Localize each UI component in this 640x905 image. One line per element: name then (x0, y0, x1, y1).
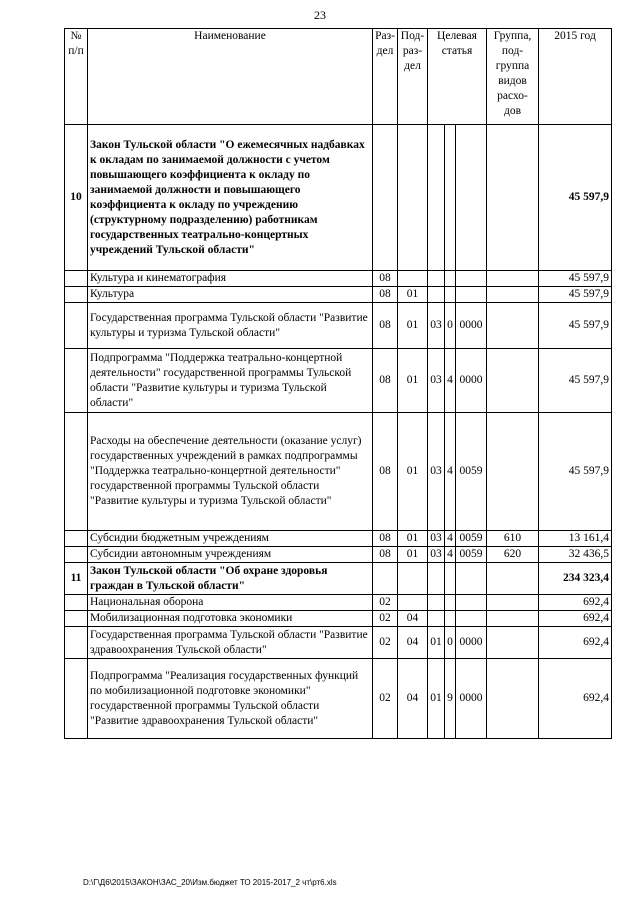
row-expense-group (487, 125, 539, 271)
row-expense-group: 610 (487, 531, 539, 547)
row-target-subprogram: 4 (445, 547, 456, 563)
row-expense-group (487, 627, 539, 659)
row-podrazdel: 04 (398, 611, 428, 627)
row-target-subprogram (445, 125, 456, 271)
table-row (65, 563, 612, 595)
row-target-subprogram: 4 (445, 531, 456, 547)
row-razdel (373, 563, 398, 595)
row-expense-group (487, 413, 539, 531)
row-target-direction: 0000 (456, 303, 487, 349)
row-index (65, 287, 88, 303)
row-target-program (428, 595, 445, 611)
table-row (65, 125, 612, 271)
row-target-direction (456, 125, 487, 271)
row-name: Культура (88, 287, 373, 303)
row-expense-group (487, 659, 539, 739)
row-expense-group: 620 (487, 547, 539, 563)
row-name: Государственная программа Тульской области "Развитие культуры и туризма Тульской области" (88, 303, 373, 349)
row-index (65, 659, 88, 739)
row-expense-group (487, 303, 539, 349)
table-row (65, 611, 612, 627)
table-row (65, 531, 612, 547)
header-name: Наименование (88, 29, 373, 125)
row-amount-2015: 692,4 (539, 611, 612, 627)
table-row (65, 547, 612, 563)
row-razdel: 08 (373, 271, 398, 287)
row-amount-2015: 45 597,9 (539, 349, 612, 413)
budget-table (64, 28, 612, 739)
row-target-subprogram (445, 595, 456, 611)
row-target-subprogram (445, 611, 456, 627)
row-index (65, 547, 88, 563)
file-path-footer: D:\Г\Д6\2015\ЗАКОН\ЗАС_20\Изм.бюджет ТО 2015-2017_2 чт\рт6.xls (83, 878, 337, 887)
row-amount-2015: 45 597,9 (539, 125, 612, 271)
row-index (65, 413, 88, 531)
row-target-subprogram (445, 563, 456, 595)
row-razdel: 08 (373, 547, 398, 563)
table-row (65, 349, 612, 413)
row-target-program (428, 125, 445, 271)
row-podrazdel (398, 125, 428, 271)
row-podrazdel: 01 (398, 413, 428, 531)
row-index: 11 (65, 563, 88, 595)
row-podrazdel: 04 (398, 659, 428, 739)
row-amount-2015: 45 597,9 (539, 271, 612, 287)
row-name: Расходы на обеспечение деятельности (оказание услуг) государственных учреждений в рамках подпрограммы "Поддержка театрально-концертной деятельности" государственной программы Тульской области "Развитие культуры и туризма Тульской области" (88, 413, 373, 531)
row-name: Культура и кинематография (88, 271, 373, 287)
row-target-direction (456, 287, 487, 303)
row-target-direction: 0059 (456, 531, 487, 547)
row-target-direction: 0059 (456, 413, 487, 531)
row-index (65, 627, 88, 659)
row-amount-2015: 13 161,4 (539, 531, 612, 547)
row-target-direction (456, 563, 487, 595)
row-podrazdel (398, 595, 428, 611)
row-target-subprogram (445, 271, 456, 287)
header-group: Группа, под- группа видов расхо- дов (487, 29, 539, 125)
row-podrazdel: 01 (398, 287, 428, 303)
row-expense-group (487, 595, 539, 611)
row-amount-2015: 45 597,9 (539, 287, 612, 303)
row-expense-group (487, 563, 539, 595)
row-target-program (428, 287, 445, 303)
row-razdel: 08 (373, 349, 398, 413)
row-amount-2015: 32 436,5 (539, 547, 612, 563)
row-razdel: 02 (373, 611, 398, 627)
row-index (65, 531, 88, 547)
row-target-program: 03 (428, 303, 445, 349)
row-razdel: 08 (373, 287, 398, 303)
row-podrazdel (398, 563, 428, 595)
row-target-program: 01 (428, 627, 445, 659)
row-amount-2015: 692,4 (539, 627, 612, 659)
row-name: Закон Тульской области "Об охране здоровья граждан в Тульской области" (88, 563, 373, 595)
row-index (65, 595, 88, 611)
row-expense-group (487, 271, 539, 287)
row-index: 10 (65, 125, 88, 271)
row-name: Закон Тульской области "О ежемесячных надбавках к окладам по занимаемой должности с учетом повышающего коэффициента к окладу по занимаемой должности и повышающего коэффициента к окладу по учреждению (структурному подразделению) работникам государственных театрально-концертных учреждений Тульской области" (88, 125, 373, 271)
row-target-program: 01 (428, 659, 445, 739)
row-razdel: 02 (373, 627, 398, 659)
header-razdel: Раз- дел (373, 29, 398, 125)
row-razdel: 08 (373, 531, 398, 547)
row-razdel (373, 125, 398, 271)
row-index (65, 303, 88, 349)
row-name: Подпрограмма "Поддержка театрально-концертной деятельности" государственной программы Тульской области "Развитие культуры и туризма Тульской области" (88, 349, 373, 413)
table-row (65, 287, 612, 303)
row-target-direction (456, 611, 487, 627)
row-target-program: 03 (428, 349, 445, 413)
row-target-program (428, 611, 445, 627)
row-expense-group (487, 287, 539, 303)
row-amount-2015: 692,4 (539, 659, 612, 739)
row-target-program: 03 (428, 547, 445, 563)
row-index (65, 611, 88, 627)
row-target-subprogram (445, 287, 456, 303)
row-expense-group (487, 349, 539, 413)
header-num: № п/п (65, 29, 88, 125)
table-body (65, 125, 612, 739)
row-target-subprogram: 0 (445, 303, 456, 349)
table-row (65, 303, 612, 349)
page-number: 23 (314, 8, 326, 22)
row-target-subprogram: 0 (445, 627, 456, 659)
row-razdel: 02 (373, 595, 398, 611)
row-name: Национальная оборона (88, 595, 373, 611)
row-target-direction: 0000 (456, 659, 487, 739)
row-amount-2015: 45 597,9 (539, 303, 612, 349)
row-target-program (428, 271, 445, 287)
row-target-direction (456, 595, 487, 611)
row-name: Субсидии автономным учреждениям (88, 547, 373, 563)
row-name: Государственная программа Тульской области "Развитие здравоохранения Тульской области" (88, 627, 373, 659)
row-amount-2015: 692,4 (539, 595, 612, 611)
row-target-direction: 0000 (456, 349, 487, 413)
row-razdel: 02 (373, 659, 398, 739)
row-amount-2015: 45 597,9 (539, 413, 612, 531)
row-expense-group (487, 611, 539, 627)
row-target-program: 03 (428, 531, 445, 547)
row-amount-2015: 234 323,4 (539, 563, 612, 595)
row-podrazdel (398, 271, 428, 287)
row-name: Субсидии бюджетным учреждениям (88, 531, 373, 547)
row-podrazdel: 01 (398, 531, 428, 547)
table-row (65, 627, 612, 659)
row-target-direction (456, 271, 487, 287)
table-row (65, 413, 612, 531)
row-target-direction: 0000 (456, 627, 487, 659)
table-header-row (65, 29, 612, 125)
row-podrazdel: 04 (398, 627, 428, 659)
row-target-direction: 0059 (456, 547, 487, 563)
header-target: Целевая статья (428, 29, 487, 125)
row-target-subprogram: 9 (445, 659, 456, 739)
row-name: Подпрограмма "Реализация государственных функций по мобилизационной подготовке экономики" государственной программы Тульской области "Развитие здравоохранения Тульской области" (88, 659, 373, 739)
row-razdel: 08 (373, 413, 398, 531)
row-podrazdel: 01 (398, 547, 428, 563)
row-target-program: 03 (428, 413, 445, 531)
row-podrazdel: 01 (398, 349, 428, 413)
row-target-program (428, 563, 445, 595)
row-index (65, 349, 88, 413)
table-row (65, 595, 612, 611)
row-razdel: 08 (373, 303, 398, 349)
row-podrazdel: 01 (398, 303, 428, 349)
row-target-subprogram: 4 (445, 349, 456, 413)
header-podrazdel: Под- раз- дел (398, 29, 428, 125)
header-year: 2015 год (539, 29, 612, 125)
table-row (65, 659, 612, 739)
row-index (65, 271, 88, 287)
row-name: Мобилизационная подготовка экономики (88, 611, 373, 627)
table-row (65, 271, 612, 287)
row-target-subprogram: 4 (445, 413, 456, 531)
